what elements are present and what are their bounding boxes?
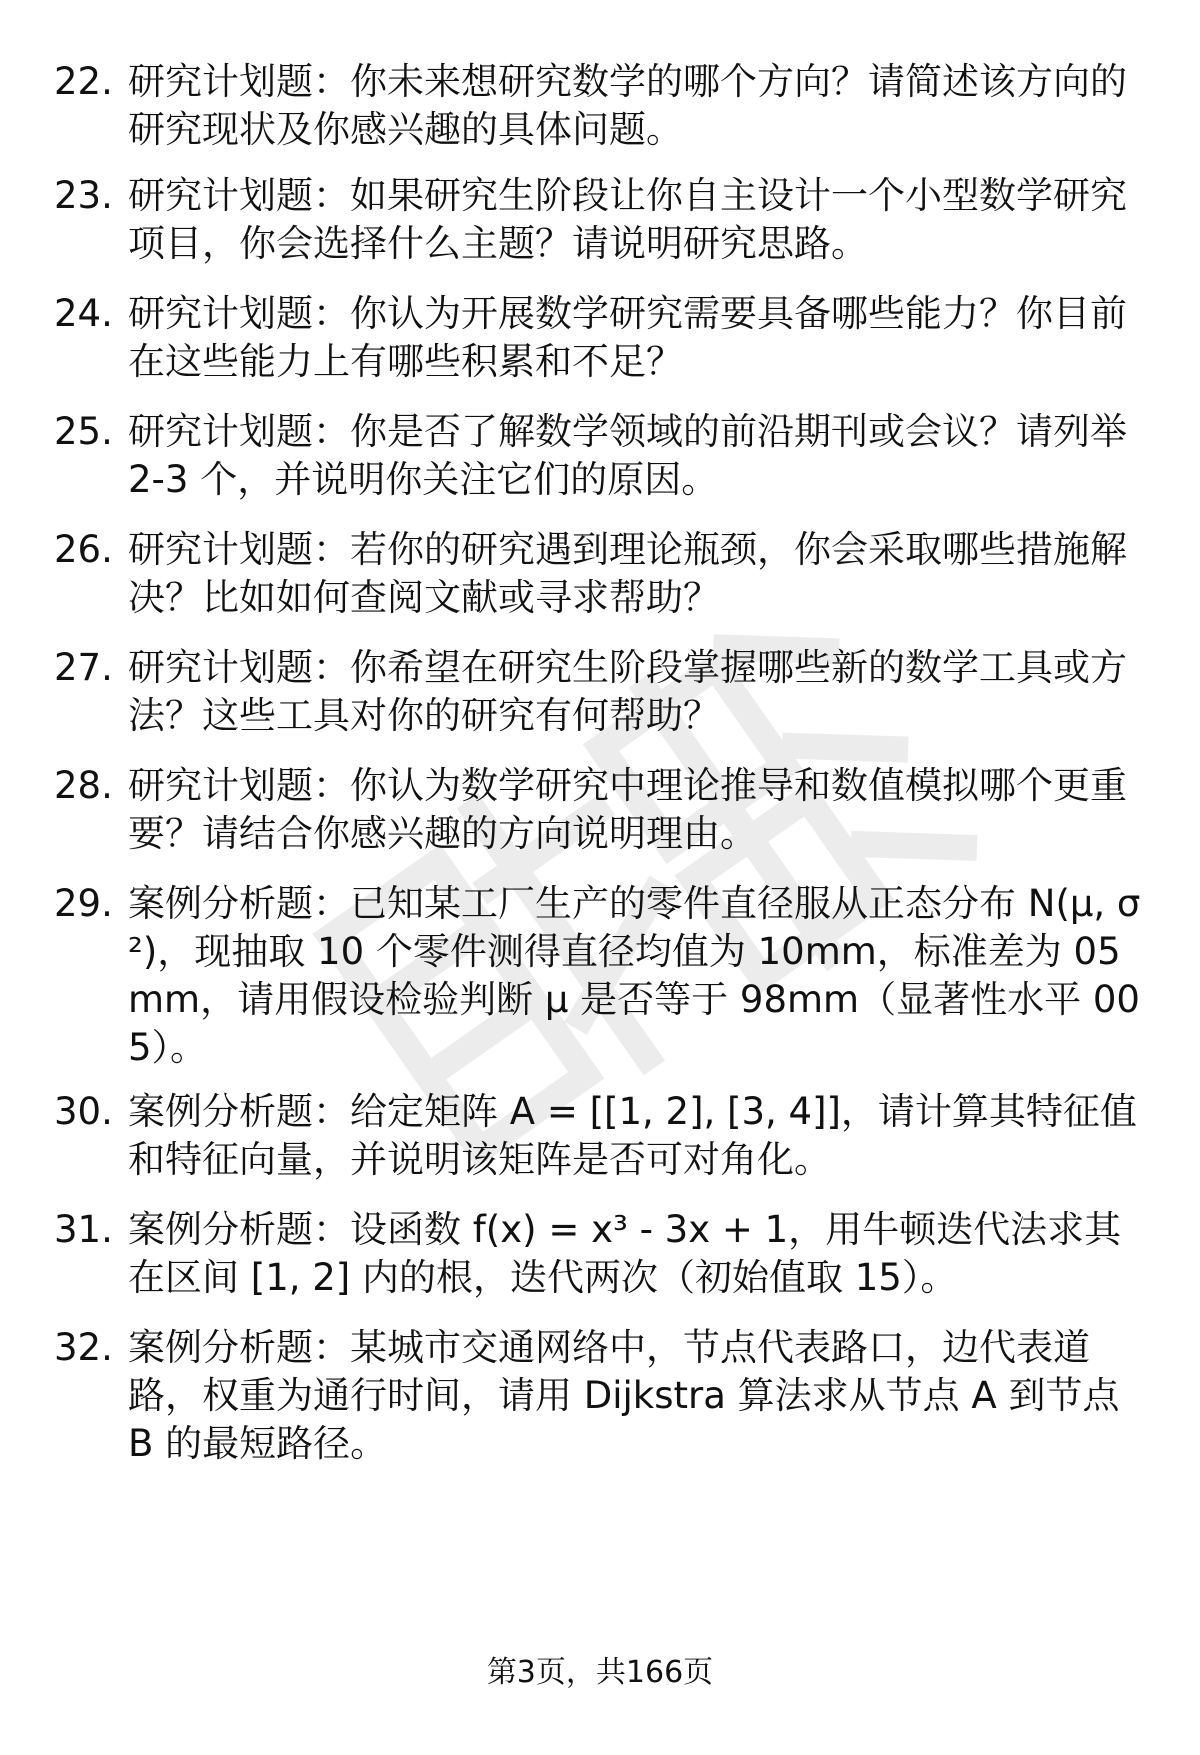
question-text: 研究计划题：你未来想研究数学的哪个方向？请简述该方向的研究现状及你感兴趣的具体问题。 xyxy=(128,60,1127,151)
question-number: 24. xyxy=(54,292,113,335)
question-text: 研究计划题：若你的研究遇到理论瓶颈，你会采取哪些措施解决？比如如何查阅文献或寻求帮助？ xyxy=(128,528,1127,619)
question-text: 研究计划题：如果研究生阶段让你自主设计一个小型数学研究项目，你会选择什么主题？请说明研究思路。 xyxy=(128,174,1127,265)
question-number: 26. xyxy=(54,528,113,571)
question-number: 30. xyxy=(54,1090,113,1133)
question-number: 32. xyxy=(54,1326,113,1369)
question-text: 研究计划题：你希望在研究生阶段掌握哪些新的数学工具或方法？这些工具对你的研究有何帮助？ xyxy=(128,646,1127,737)
question-number: 31. xyxy=(54,1208,113,1251)
question-text: 案例分析题：已知某工厂生产的零件直径服从正态分布 N(μ, σ²)，现抽取 10 个零件测得直径均值为 10mm，标准差为 05mm，请用假设检验判断 μ 是否等于 98mm（显著性水平 005）。 xyxy=(128,882,1141,1069)
question-number: 28. xyxy=(54,764,113,807)
question-number: 22. xyxy=(54,60,113,103)
question-text: 案例分析题：设函数 f(x) = x³ - 3x + 1，用牛顿迭代法求其在区间 [1, 2] 内的根，迭代两次（初始值取 15）。 xyxy=(128,1208,1122,1299)
question-text: 研究计划题：你认为开展数学研究需要具备哪些能力？你目前在这些能力上有哪些积累和不足？ xyxy=(128,292,1127,383)
question-number: 29. xyxy=(54,882,113,925)
question-text: 研究计划题：你是否了解数学领域的前沿期刊或会议？请列举 2-3 个，并说明你关注它们的原因。 xyxy=(128,410,1127,501)
page-footer: 第3页，共166页 xyxy=(486,1655,714,1690)
question-number: 25. xyxy=(54,410,113,453)
question-text: 研究计划题：你认为数学研究中理论推导和数值模拟哪个更重要？请结合你感兴趣的方向说明理由。 xyxy=(128,764,1127,855)
question-text: 案例分析题：给定矩阵 A = [[1, 2], [3, 4]]，请计算其特征值和特征向量，并说明该矩阵是否可对角化。 xyxy=(128,1090,1137,1181)
question-number: 27. xyxy=(54,646,113,689)
question-text: 案例分析题：某城市交通网络中，节点代表路口，边代表道路，权重为通行时间，请用 Dijkstra 算法求从节点 A 到节点 B 的最短路径。 xyxy=(128,1326,1120,1465)
question-number: 23. xyxy=(54,174,113,217)
